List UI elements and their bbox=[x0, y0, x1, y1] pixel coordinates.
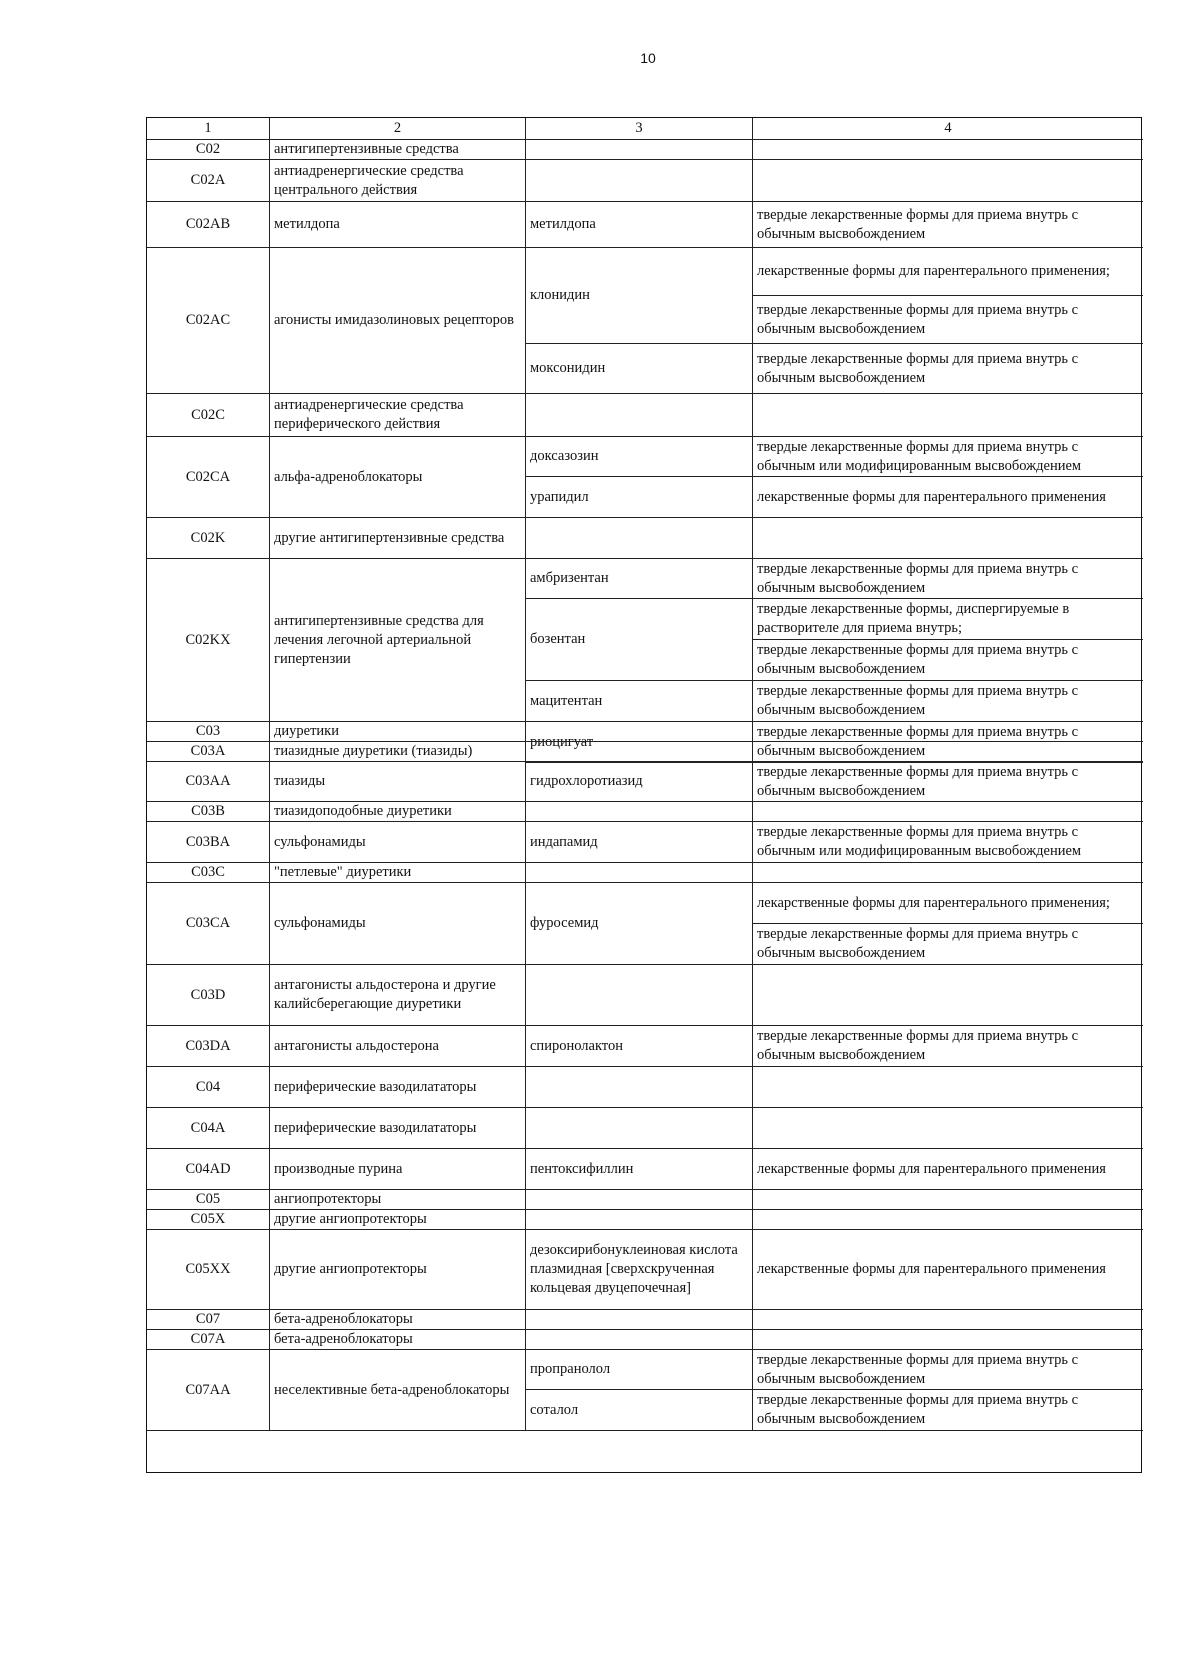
column-header-2-text: 2 bbox=[393, 120, 402, 136]
drug-name-cell bbox=[526, 681, 753, 722]
atc-code-cell bbox=[147, 437, 270, 518]
dosage-form-cell-text: лекарственные формы для парентерального применения; bbox=[757, 263, 1110, 279]
atc-group-cell bbox=[270, 1330, 526, 1350]
atc-group-cell bbox=[270, 965, 526, 1026]
atc-table bbox=[146, 117, 1142, 1473]
dosage-form-cell-text: твердые лекарственные формы для приема внутрь с обычным высвобождением bbox=[757, 560, 1079, 596]
atc-group-cell bbox=[270, 742, 526, 762]
atc-code-cell bbox=[147, 742, 270, 762]
column-header-4-text: 4 bbox=[944, 120, 952, 136]
drug-name-cell-text: спиронолактон bbox=[530, 1037, 623, 1054]
atc-code-cell bbox=[147, 1026, 270, 1067]
atc-code-cell bbox=[147, 1350, 270, 1431]
drug-name-cell-text: гидрохлоротиазид bbox=[530, 773, 643, 789]
drug-name-cell bbox=[526, 437, 753, 477]
atc-group-cell-text: бета-адреноблокаторы bbox=[274, 1331, 413, 1347]
atc-code-cell bbox=[147, 1190, 270, 1210]
drug-name-cell bbox=[526, 559, 753, 599]
atc-code-cell-text: C05X bbox=[190, 1211, 226, 1227]
drug-name-cell bbox=[526, 762, 753, 802]
drug-name-cell-text: индапамид bbox=[530, 833, 598, 850]
dosage-form-cell bbox=[753, 924, 1143, 965]
atc-group-cell-text: альфа-адреноблокаторы bbox=[274, 468, 423, 485]
dosage-form-cell bbox=[753, 802, 1143, 822]
atc-group-cell bbox=[270, 762, 526, 802]
dosage-form-cell bbox=[753, 160, 1143, 202]
atc-group-cell bbox=[270, 394, 526, 437]
dosage-form-cell-text: твердые лекарственные формы для приема внутрь с обычным высвобождением bbox=[757, 724, 1079, 759]
atc-code-cell-text: C02AC bbox=[185, 312, 231, 328]
atc-code-cell bbox=[147, 160, 270, 202]
atc-group-cell-text: периферические вазодилататоры bbox=[274, 1078, 477, 1095]
dosage-form-cell bbox=[753, 1210, 1143, 1230]
drug-name-cell bbox=[526, 742, 753, 762]
drug-name-cell bbox=[526, 1390, 753, 1431]
atc-code-cell bbox=[147, 802, 270, 822]
atc-code-cell-text: C03DA bbox=[185, 1037, 231, 1054]
atc-group-cell-text: сульфонамиды bbox=[274, 833, 366, 850]
dosage-form-cell-text: твердые лекарственные формы для приема внутрь с обычным высвобождением bbox=[757, 1392, 1079, 1427]
atc-group-cell bbox=[270, 802, 526, 822]
atc-code-cell bbox=[147, 1067, 270, 1108]
drug-name-cell bbox=[526, 802, 753, 822]
atc-group-cell-text: антиадренергические средства периферического действия bbox=[274, 397, 464, 432]
atc-group-cell-text: другие ангиопротекторы bbox=[274, 1211, 427, 1227]
atc-code-cell-text: C03D bbox=[190, 986, 226, 1003]
drug-name-cell bbox=[526, 477, 753, 518]
dosage-form-cell-text: твердые лекарственные формы для приема внутрь с обычным высвобождением bbox=[757, 763, 1079, 799]
drug-name-cell bbox=[526, 822, 753, 863]
drug-name-cell-text: клонидин bbox=[530, 287, 590, 303]
atc-group-cell bbox=[270, 1149, 526, 1190]
atc-code-cell bbox=[147, 559, 270, 722]
atc-group-cell bbox=[270, 1310, 526, 1330]
dosage-form-cell bbox=[753, 742, 1143, 762]
atc-code-cell-text: C02A bbox=[190, 172, 226, 188]
atc-code-cell bbox=[147, 1330, 270, 1350]
drug-name-cell bbox=[526, 722, 753, 742]
atc-code-cell bbox=[147, 822, 270, 863]
dosage-form-cell-text: твердые лекарственные формы для приема внутрь с обычным высвобождением bbox=[757, 1351, 1079, 1387]
dosage-form-cell-text: лекарственные формы для парентерального применения; bbox=[757, 894, 1110, 911]
atc-code-cell bbox=[147, 883, 270, 965]
drug-name-cell-text: амбризентан bbox=[530, 570, 609, 586]
drug-name-cell bbox=[526, 394, 753, 437]
drug-name-cell bbox=[526, 1310, 753, 1330]
atc-group-cell bbox=[270, 822, 526, 863]
atc-code-cell-text: C02C bbox=[191, 406, 225, 423]
atc-group-cell-text: производные пурина bbox=[274, 1160, 403, 1177]
drug-name-cell-text: фуросемид bbox=[530, 915, 599, 931]
atc-group-cell-text: другие ангиопротекторы bbox=[274, 1261, 427, 1277]
dosage-form-cell bbox=[753, 477, 1143, 518]
atc-group-cell-text: неселективные бета-адреноблокаторы bbox=[274, 1381, 510, 1398]
dosage-form-cell bbox=[753, 599, 1143, 640]
dosage-form-cell bbox=[753, 518, 1143, 559]
atc-group-cell bbox=[270, 559, 526, 722]
column-header-4 bbox=[753, 118, 1143, 140]
atc-group-cell-text: тиазиды bbox=[274, 773, 326, 789]
atc-group-cell-text: ангиопротекторы bbox=[274, 1191, 382, 1207]
drug-name-cell bbox=[526, 1026, 753, 1067]
atc-code-cell-text: C04 bbox=[195, 1078, 221, 1095]
atc-group-cell bbox=[270, 1026, 526, 1067]
dosage-form-cell-text: твердые лекарственные формы для приема внутрь с обычным высвобождением bbox=[757, 350, 1079, 386]
dosage-form-cell bbox=[753, 344, 1143, 394]
atc-code-cell-text: C03A bbox=[190, 743, 226, 759]
atc-code-cell-text: C07A bbox=[190, 1331, 226, 1347]
atc-group-cell-text: "петлевые" диуретики bbox=[274, 864, 412, 880]
drug-name-cell bbox=[526, 1149, 753, 1190]
atc-code-cell-text: C03CA bbox=[185, 915, 231, 931]
dosage-form-cell bbox=[753, 1149, 1143, 1190]
atc-group-cell bbox=[270, 518, 526, 559]
atc-group-cell bbox=[270, 248, 526, 394]
drug-name-cell bbox=[526, 1190, 753, 1210]
dosage-form-cell bbox=[753, 1330, 1143, 1350]
dosage-form-cell bbox=[753, 1067, 1143, 1108]
drug-name-cell bbox=[526, 1230, 753, 1310]
dosage-form-cell bbox=[753, 140, 1143, 160]
atc-code-cell-text: C04A bbox=[190, 1119, 226, 1136]
drug-name-cell bbox=[526, 1330, 753, 1350]
dosage-form-cell-text: твердые лекарственные формы для приема внутрь с обычным высвобождением bbox=[757, 642, 1079, 677]
drug-name-cell bbox=[526, 863, 753, 883]
dosage-form-cell-text: твердые лекарственные формы для приема внутрь с обычным или модифицированным высвобождением bbox=[757, 438, 1082, 474]
dosage-form-cell bbox=[753, 640, 1143, 681]
column-header-3 bbox=[526, 118, 753, 140]
atc-group-cell-text: диуретики bbox=[274, 723, 339, 739]
drug-name-cell bbox=[526, 883, 753, 965]
dosage-form-cell bbox=[753, 202, 1143, 248]
atc-code-cell bbox=[147, 248, 270, 394]
atc-code-cell bbox=[147, 1149, 270, 1190]
atc-group-cell-text: сульфонамиды bbox=[274, 915, 366, 931]
column-header-3-text: 3 bbox=[635, 120, 643, 136]
atc-group-cell bbox=[270, 437, 526, 518]
atc-code-cell-text: C04AD bbox=[185, 1160, 231, 1177]
atc-group-cell bbox=[270, 883, 526, 965]
atc-group-cell-text: антигипертензивные средства bbox=[274, 141, 459, 157]
drug-name-cell bbox=[526, 1108, 753, 1149]
dosage-form-cell-text: твердые лекарственные формы для приема внутрь с обычным высвобождением bbox=[757, 683, 1079, 718]
drug-name-cell bbox=[526, 599, 753, 681]
dosage-form-cell bbox=[753, 1350, 1143, 1390]
drug-name-cell-text: пропранолол bbox=[530, 1361, 611, 1377]
column-header-1-text: 1 bbox=[204, 120, 212, 136]
atc-group-cell-text: антигипертензивные средства для лечения легочной артериальной гипертензии bbox=[274, 612, 484, 667]
atc-group-cell bbox=[270, 140, 526, 160]
atc-code-cell-text: C02K bbox=[190, 529, 226, 546]
atc-group-cell bbox=[270, 202, 526, 248]
drug-name-cell bbox=[526, 202, 753, 248]
atc-code-cell-text: C02AB bbox=[185, 216, 231, 232]
drug-name-cell-text: метилдопа bbox=[530, 216, 596, 232]
atc-code-cell bbox=[147, 140, 270, 160]
drug-name-cell bbox=[526, 344, 753, 394]
atc-code-cell-text: C02KX bbox=[185, 631, 231, 648]
column-header-1 bbox=[147, 118, 270, 140]
atc-code-cell bbox=[147, 863, 270, 883]
atc-code-cell-text: C03C bbox=[191, 864, 225, 880]
atc-group-cell-text: тиазидоподобные диуретики bbox=[274, 803, 452, 819]
drug-name-cell bbox=[526, 518, 753, 559]
atc-code-cell bbox=[147, 1310, 270, 1330]
atc-code-cell bbox=[147, 1230, 270, 1310]
dosage-form-cell-text: твердые лекарственные формы, диспергируемые в растворителе для приема внутрь; bbox=[757, 601, 1070, 636]
atc-code-cell-text: C05 bbox=[195, 1191, 221, 1207]
dosage-form-cell bbox=[753, 248, 1143, 296]
atc-group-cell bbox=[270, 1350, 526, 1431]
drug-name-cell-text: соталол bbox=[530, 1401, 579, 1418]
atc-code-cell-text: C03BA bbox=[185, 833, 231, 850]
atc-code-cell-text: C03 bbox=[195, 723, 221, 739]
atc-group-cell bbox=[270, 1190, 526, 1210]
atc-code-cell bbox=[147, 762, 270, 802]
atc-code-cell-text: C07AA bbox=[185, 1381, 231, 1398]
atc-group-cell-text: другие антигипертензивные средства bbox=[274, 529, 505, 546]
drug-name-cell-text: моксонидин bbox=[530, 360, 606, 376]
drug-name-cell-text: риоцигуат bbox=[530, 733, 594, 750]
atc-group-cell bbox=[270, 1067, 526, 1108]
atc-group-cell bbox=[270, 1230, 526, 1310]
atc-code-cell bbox=[147, 965, 270, 1026]
atc-code-cell bbox=[147, 722, 270, 742]
atc-code-cell-text: C02CA bbox=[185, 468, 231, 485]
drug-name-cell-text: урапидил bbox=[530, 488, 589, 505]
atc-code-cell bbox=[147, 394, 270, 437]
dosage-form-cell bbox=[753, 965, 1143, 1026]
dosage-form-cell bbox=[753, 394, 1143, 437]
dosage-form-cell-text: твердые лекарственные формы для приема внутрь с обычным высвобождением bbox=[757, 301, 1079, 337]
dosage-form-cell bbox=[753, 822, 1143, 863]
drug-name-cell bbox=[526, 1210, 753, 1230]
atc-code-cell bbox=[147, 1210, 270, 1230]
atc-group-cell bbox=[270, 1210, 526, 1230]
dosage-form-cell-text: лекарственные формы для парентерального применения bbox=[757, 1160, 1106, 1177]
dosage-form-cell bbox=[753, 863, 1143, 883]
atc-group-cell-text: бета-адреноблокаторы bbox=[274, 1311, 413, 1327]
drug-name-cell bbox=[526, 1350, 753, 1390]
dosage-form-cell-text: твердые лекарственные формы для приема внутрь с обычным высвобождением bbox=[757, 206, 1079, 242]
dosage-form-cell bbox=[753, 296, 1143, 344]
dosage-form-cell bbox=[753, 1026, 1143, 1067]
atc-code-cell-text: C07 bbox=[195, 1311, 221, 1327]
drug-name-cell-text: дезоксирибонуклеиновая кислота плазмидная [сверхскрученная кольцевая двуцепочечная] bbox=[530, 1242, 738, 1296]
atc-code-cell bbox=[147, 202, 270, 248]
dosage-form-cell-text: лекарственные формы для парентерального применения bbox=[757, 488, 1106, 505]
dosage-form-cell bbox=[753, 1390, 1143, 1431]
atc-code-cell-text: C05XX bbox=[185, 1261, 231, 1277]
drug-name-cell-text: бозентан bbox=[530, 631, 586, 647]
dosage-form-cell-text: лекарственные формы для парентерального применения bbox=[757, 1261, 1106, 1277]
atc-group-cell bbox=[270, 722, 526, 742]
drug-name-cell-text: мацитентан bbox=[530, 692, 603, 709]
dosage-form-cell bbox=[753, 1108, 1143, 1149]
drug-name-cell-text: пентоксифиллин bbox=[530, 1160, 634, 1177]
atc-group-cell-text: периферические вазодилататоры bbox=[274, 1119, 477, 1136]
dosage-form-cell bbox=[753, 437, 1143, 477]
atc-code-cell bbox=[147, 1108, 270, 1149]
dosage-form-cell bbox=[753, 1190, 1143, 1210]
atc-group-cell bbox=[270, 863, 526, 883]
drug-name-cell bbox=[526, 140, 753, 160]
dosage-form-cell bbox=[753, 762, 1143, 802]
drug-name-cell bbox=[526, 965, 753, 1026]
dosage-form-cell bbox=[753, 1310, 1143, 1330]
dosage-form-cell bbox=[753, 722, 1143, 742]
drug-name-cell-text: доксазозин bbox=[530, 448, 599, 464]
dosage-form-cell-text: твердые лекарственные формы для приема внутрь с обычным высвобождением bbox=[757, 926, 1079, 961]
dosage-form-cell bbox=[753, 681, 1143, 722]
atc-code-cell-text: C02 bbox=[195, 141, 221, 157]
atc-group-cell bbox=[270, 1108, 526, 1149]
atc-code-cell-text: C03AA bbox=[185, 773, 231, 789]
atc-group-cell-text: метилдопа bbox=[274, 216, 340, 232]
dosage-form-cell bbox=[753, 1230, 1143, 1310]
atc-group-cell-text: антагонисты альдостерона bbox=[274, 1037, 439, 1054]
dosage-form-cell bbox=[753, 883, 1143, 924]
atc-group-cell-text: тиазидные диуретики (тиазиды) bbox=[274, 743, 473, 759]
column-header-2 bbox=[270, 118, 526, 140]
atc-group-cell-text: агонисты имидазолиновых рецепторов bbox=[274, 312, 514, 328]
drug-name-cell bbox=[526, 160, 753, 202]
page-number: 10 bbox=[640, 50, 656, 66]
atc-group-cell-text: антиадренергические средства центрального действия bbox=[274, 162, 464, 198]
drug-name-cell bbox=[526, 248, 753, 344]
atc-group-cell-text: антагонисты альдостерона и другие калийсберегающие диуретики bbox=[274, 977, 496, 1012]
dosage-form-cell bbox=[753, 559, 1143, 599]
dosage-form-cell-text: твердые лекарственные формы для приема внутрь с обычным высвобождением bbox=[757, 1028, 1079, 1063]
drug-name-cell bbox=[526, 1067, 753, 1108]
atc-code-cell bbox=[147, 518, 270, 559]
atc-code-cell-text: C03B bbox=[191, 803, 225, 819]
dosage-form-cell-text: твердые лекарственные формы для приема внутрь с обычным или модифицированным высвобождением bbox=[757, 824, 1082, 859]
atc-group-cell bbox=[270, 160, 526, 202]
